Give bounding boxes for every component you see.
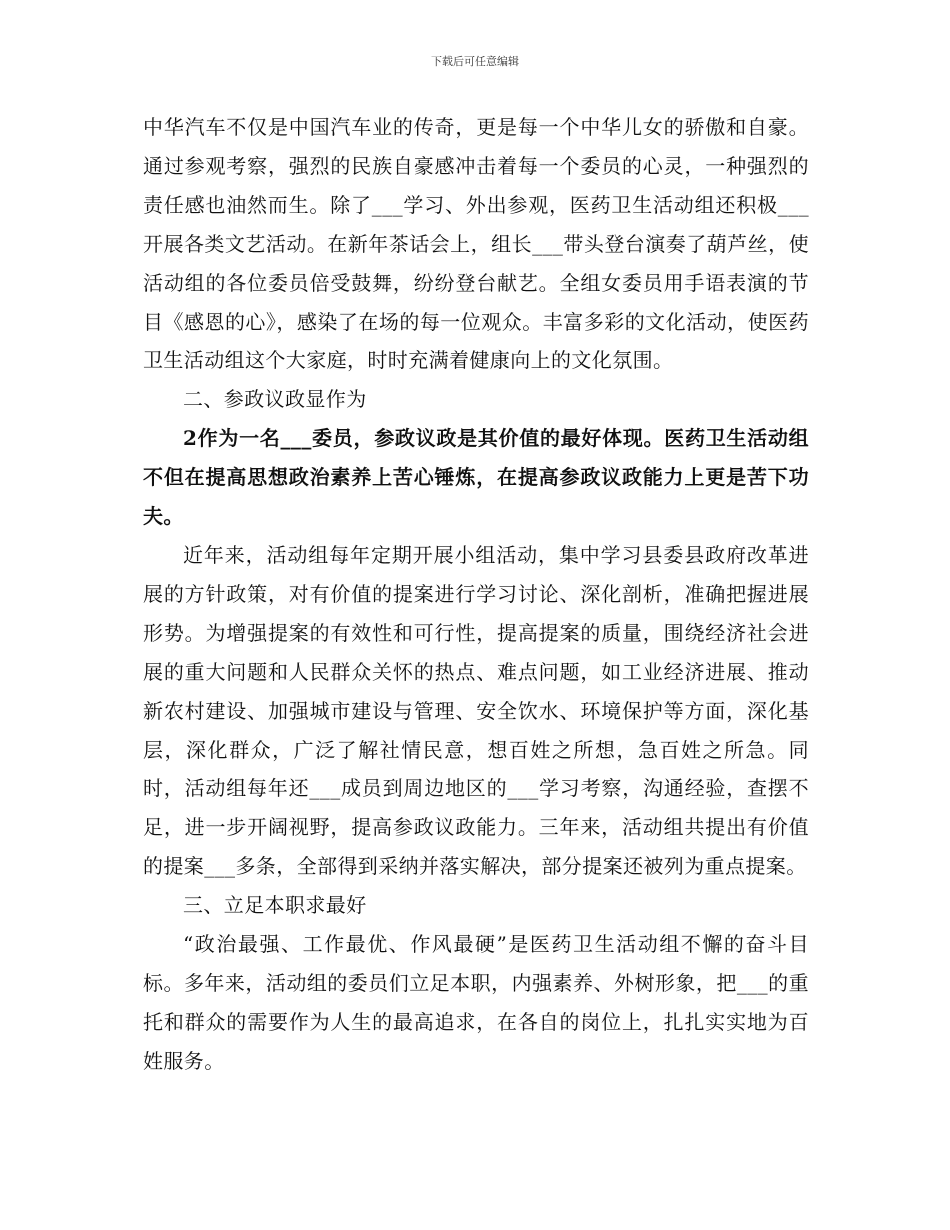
paragraph-goal: “政治最强、工作最优、作风最硬”是医药卫生活动组不懈的奋斗目标。多年来，活动组的委员们立足本职，内强素养、外树形象，把___的重托和群众的需要作为人生的最高追求，在各自的岗位上，扎扎实实地为百姓服务。 bbox=[143, 932, 809, 1073]
page-header: 下载后可任意编辑 bbox=[431, 55, 519, 68]
document-body bbox=[143, 108, 809, 1081]
section-heading-3: 三、立足本职求最好 bbox=[183, 893, 367, 918]
paragraph-recent-years: 近年来，活动组每年定期开展小组活动，集中学习县委县政府改革进展的方针政策，对有价值的提案进行学习讨论、深化剖析，准确把握进展形势。为增强提案的有效性和可行性，提高提案的质量，围绕经济社会进展的重大问题和人民群众关怀的热点、难点问题，如工业经济进展、推动新农村建设、加强城市建设与管理、安全饮水、环境保护等方面，深化基层，深化群众，广泛了解社情民意，想百姓之所想，急百姓之所急。同时，活动组每年还___成员到周边地区的___学习考察，沟通经验，查摆不足，进一步开阔视野，提高参政议政能力。三年来，活动组共提出有价值的提案___多条，全部得到采纳并落实解决，部分提案还被列为重点提案。 bbox=[143, 542, 809, 879]
section-heading-2: 二、参政议政显作为 bbox=[183, 387, 367, 412]
paragraph-culture-activities: 中华汽车不仅是中国汽车业的传奇，更是每一个中华儿女的骄傲和自豪。通过参观考察，强烈的民族自豪感冲击着每一个委员的心灵，一种强烈的责任感也油然而生。除了___学习、外出参观，医药卫生活动组还积极___开展各类文艺活动。在新年茶话会上，组长___带头登台演奏了葫芦丝，使活动组的各位委员倍受鼓舞，纷纷登台献艺。全组女委员用手语表演的节目《感恩的心》，感染了在场的每一位观众。丰富多彩的文化活动，使医药卫生活动组这个大家庭，时时充满着健康向上的文化氛围。 bbox=[143, 115, 809, 373]
paragraph-political-participation-bold: 2作为一名___委员，参政议政是其价值的最好体现。医药卫生活动组不但在提高思想政治素养上苦心锤炼，在提高参政议政能力上更是苦下功夫。 bbox=[143, 426, 809, 529]
